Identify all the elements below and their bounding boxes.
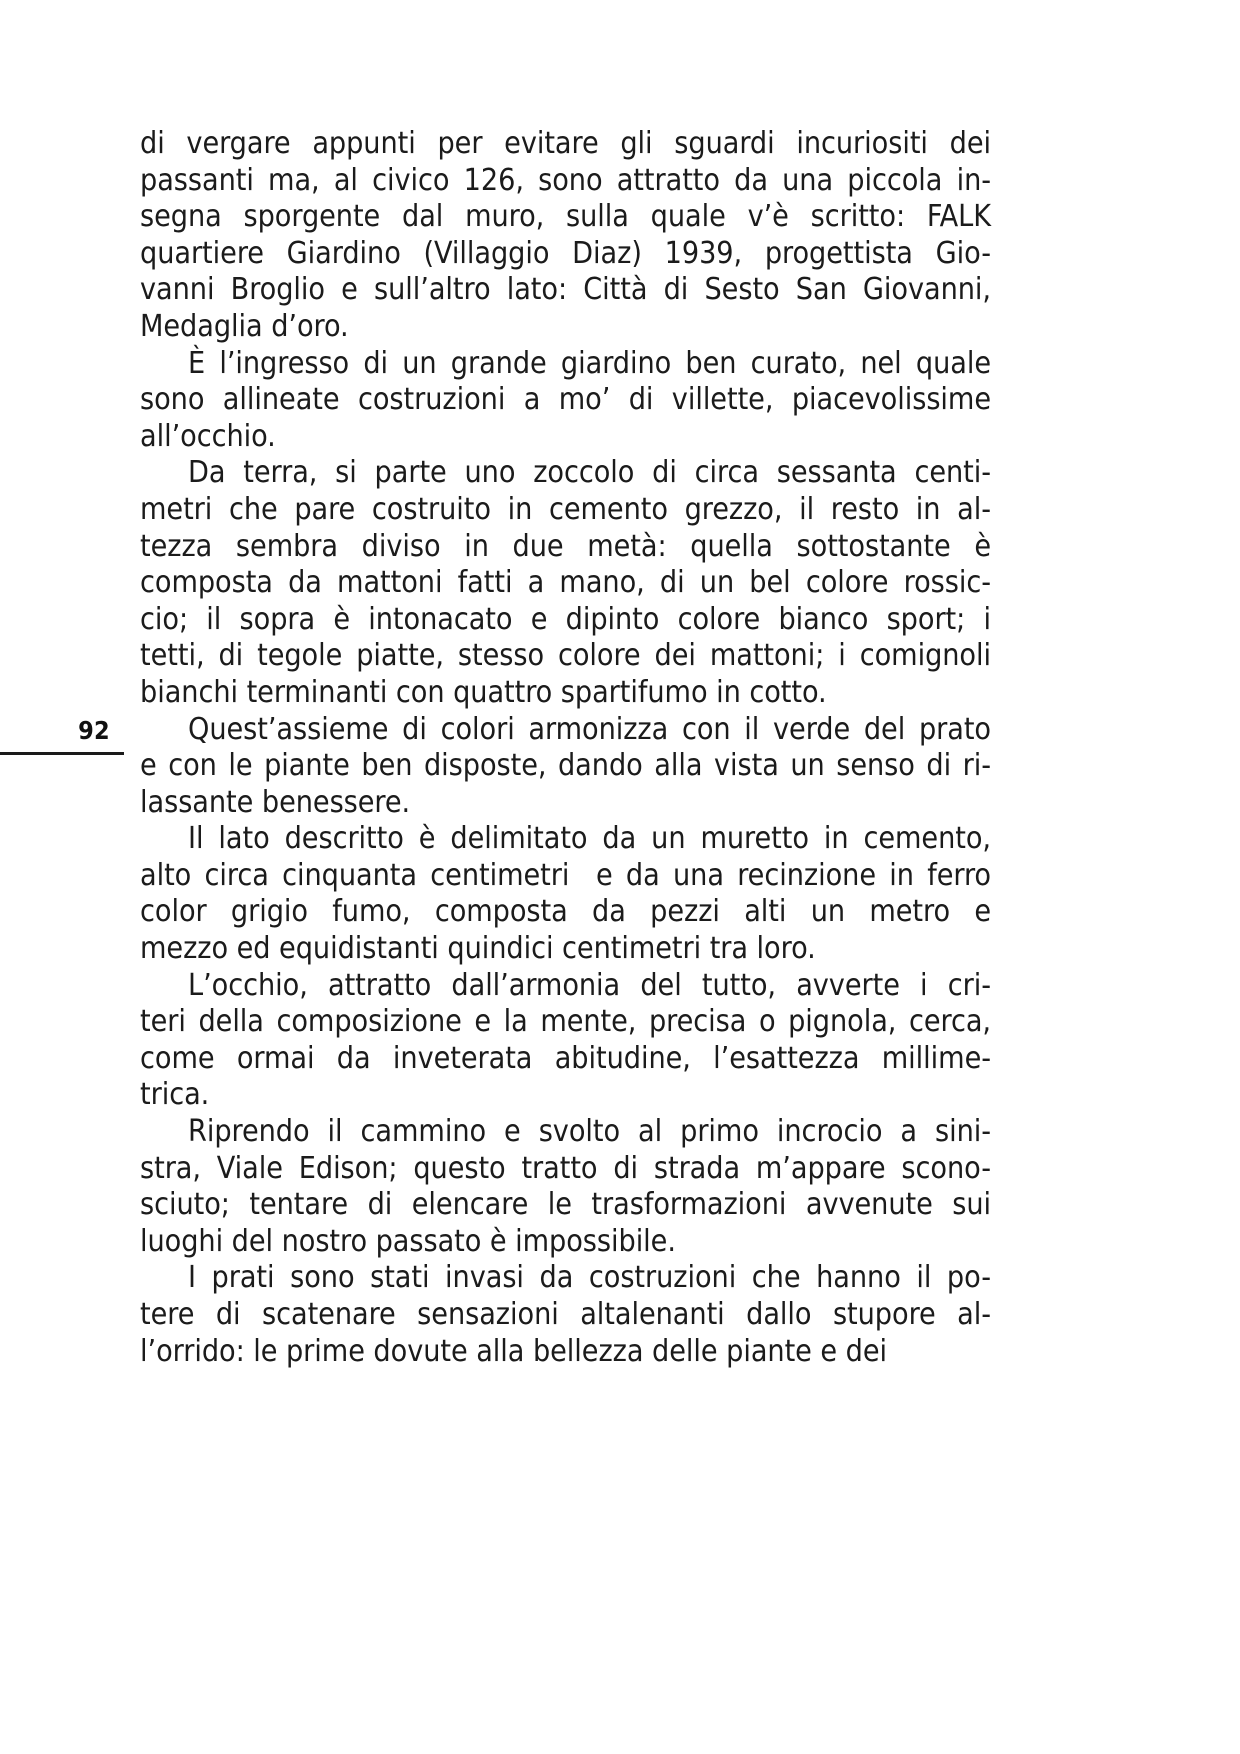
text-line: l’orrido: le prime dovute alla bellezza delle piante e dei	[140, 1333, 888, 1369]
text-line: alto circa cinquanta centimetri e da una recinzione in ferro	[140, 857, 991, 893]
text-line: stra, Viale Edison; questo tratto di strada m’appare scono-	[140, 1150, 991, 1186]
text-line: bianchi terminanti con quattro spartifumo in cotto.	[140, 674, 827, 710]
text-line: Quest’assieme di colori armonizza con il verde del prato	[188, 711, 991, 747]
folio	[0, 718, 126, 755]
text-line: di vergare appunti per evitare gli sguardi incuriositi dei	[140, 126, 991, 161]
text-line: tere di scatenare sensazioni altalenanti dallo stupore al-	[140, 1297, 991, 1332]
text-line: metri che pare costruito in cemento grezzo, il resto in al-	[140, 491, 991, 527]
text-line: color grigio fumo, composta da pezzi alti un metro e	[140, 894, 991, 930]
text-line: sono allineate costruzioni a mo’ di villette, piacevolissime	[140, 382, 991, 418]
text-line: mezzo ed equidistanti quindici centimetri tra loro.	[140, 931, 816, 967]
text-line: tezza sembra diviso in due metà: quella sottostante è	[140, 528, 991, 564]
paragraph	[140, 968, 991, 1114]
text-line: vanni Broglio e sull’altro lato: Città di Sesto San Giovanni,	[140, 272, 991, 308]
folio-rule	[0, 752, 124, 755]
text-line: È l’ingresso di un grande giardino ben curato, nel quale	[188, 345, 991, 381]
text-line: Il lato descritto è delimitato da un muretto in cemento,	[188, 821, 991, 857]
text-line: come ormai da inveterata abitudine, l’esattezza millime-	[140, 1040, 991, 1076]
paragraph	[140, 346, 991, 456]
text-line: I prati sono stati invasi da costruzioni che hanno il po-	[188, 1260, 991, 1296]
text-line: luoghi del nostro passato è impossibile.	[140, 1223, 676, 1259]
text-line: teri della composizione e la mente, precisa o pignola, cerca,	[140, 1004, 991, 1040]
text-line: Da terra, si parte uno zoccolo di circa sessanta centi-	[188, 455, 991, 491]
text-line: tetti, di tegole piatte, stesso colore dei mattoni; i comignoli	[140, 638, 991, 674]
text-line: quartiere Giardino (Villaggio Diaz) 1939, progettista Gio-	[140, 235, 991, 271]
text-line: Riprendo il cammino e svolto al primo incrocio a sini-	[188, 1114, 991, 1150]
text-line: segna sporgente dal muro, sulla quale v’è scritto: FALK	[140, 199, 991, 235]
text-line: Medaglia d’oro.	[140, 308, 349, 344]
text-line: sciuto; tentare di elencare le trasformazioni avvenute sui	[140, 1187, 991, 1223]
paragraph	[140, 1260, 991, 1370]
paragraph	[140, 712, 991, 822]
paragraph	[140, 821, 991, 967]
text-line: all’occhio.	[140, 418, 276, 454]
text-line: composta da mattoni fatti a mano, di un bel colore rossic-	[140, 565, 991, 601]
text-line: trica.	[140, 1077, 210, 1113]
page-number: 92	[78, 716, 110, 745]
paragraph	[140, 126, 991, 346]
text-line: L’occhio, attratto dall’armonia del tutto, avverte i cri-	[188, 967, 991, 1003]
text-line: passanti ma, al civico 126, sono attratto da una piccola in-	[140, 162, 991, 198]
paragraph	[140, 455, 991, 711]
paragraph	[140, 1114, 991, 1260]
text-line: e con le piante ben disposte, dando alla vista un senso di ri-	[140, 748, 991, 784]
text-line: lassante benessere.	[140, 784, 411, 820]
text-line: cio; il sopra è intonacato e dipinto colore bianco sport; i	[140, 601, 991, 637]
body-text-column	[140, 126, 991, 1370]
